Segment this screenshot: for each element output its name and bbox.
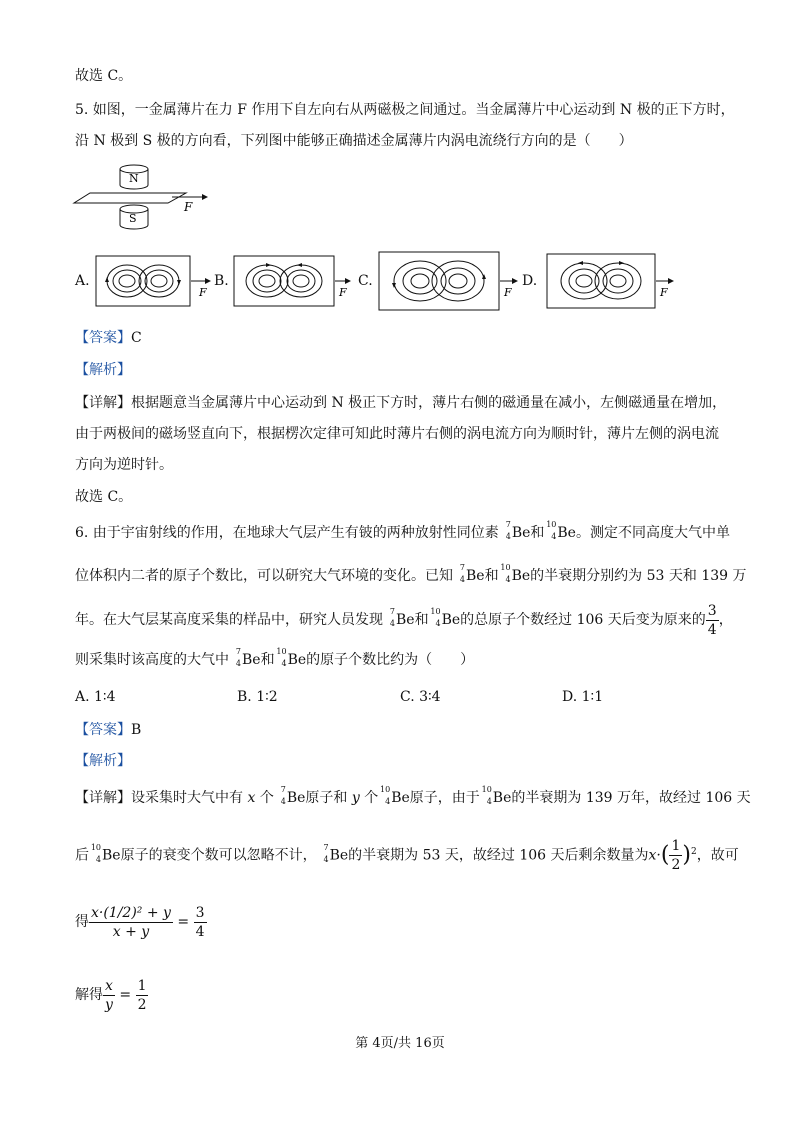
q5-magnet-figure [72,163,212,233]
q6-answer [75,720,141,740]
q5-conclusion: 故选 C。 [75,489,133,505]
q6-option-c: C. 3∶4 [400,689,441,705]
q5-option-b-label: B. [214,273,229,289]
q5-detail-line3: 方向为逆时针。 [75,457,173,473]
q5-analysis-tag: 【解析】 [75,362,131,378]
answer-tag: 【答案】 [75,722,131,738]
be10-isotope: 10 4 [500,563,511,584]
fraction-three-quarters: $\frac{3}{4}$ [707,602,717,638]
q5-option-c-diagram [378,250,520,314]
be10-isotope: 10 4 [430,607,441,628]
q5-stem-line1: 5. 如图，一金属薄片在力 F 作用下自左向右从两磁极之间通过。当金属薄片中心运动到 N 极的正下方时， [75,102,735,118]
option-c-force: F [504,286,512,299]
be10-isotope: 10 4 [546,520,557,541]
be7-isotope: 7 4 [505,520,511,541]
q6-equation-2: 解得 $\frac{x}{y}$ = $\frac{1}{2}$ [75,977,147,1013]
be7-isotope: 7 4 [389,607,395,628]
q6-stem-line1: 6. 由于宇宙射线的作用，在地球大气层产生有铍的两种放射性同位素 7 4 Be和 10 4 Be。测定不同高度大气中单 [75,520,730,541]
q5-stem-line2: 沿 N 极到 S 极的方向看，下列图中能够正确描述金属薄片内涡电流绕行方向的是（ ） [75,133,633,149]
answer-value: C [131,330,142,346]
q5-answer [75,328,142,348]
q6-stem-line2: 位体积内二者的原子个数比，可以研究大气环境的变化。已知 7 4 Be和 10 4 Be的半衰期分别约为 53 天和 139 万 [75,563,747,584]
q5-option-b-diagram [233,254,353,310]
q5-detail-line1 [75,393,726,413]
q5-option-a-label: A. [75,273,90,289]
q6-option-b: B. 1∶2 [237,689,278,705]
q6-option-a: A. 1∶4 [75,689,116,705]
detail-text: 根据题意当金属薄片中心运动到 N 极正下方时，薄片右侧的磁通量在减小，左侧磁通量在增加， [131,395,727,411]
q6-stem-line3: 年。在大气层某高度采集的样品中，研究人员发现 7 4 Be和 10 4 Be的总原子个数经过 106 天后变为原来的 $\frac{3}{4}$ ， [75,602,733,638]
q5-detail-line2: 由于两极间的磁场竖直向下，根据楞次定律可知此时薄片右侧的涡电流方向为顺时针，薄片左侧的涡电流 [75,426,719,442]
s-pole-label: S [129,212,137,225]
detail-tag: 【详解】 [75,395,131,411]
be7-isotope: 7 4 [235,647,241,668]
q6-detail-line2: 后 10 4 Be原子的衰变个数可以忽略不计， 7 4 Be的半衰期为 53 天，故经过 106 天后剩余数量为x·( $\frac{1}{2}$ )$^2$，故可 [75,838,739,874]
be10-isotope: 10 4 [276,647,287,668]
be7-isotope: 7 4 [459,563,465,584]
prev-conclusion: 故选 C。 [75,68,133,84]
n-pole-label: N [129,172,139,185]
q5-option-d-diagram [546,252,678,312]
option-b-force: F [339,286,347,299]
answer-tag: 【答案】 [75,330,131,346]
q5-option-a-diagram [95,254,213,310]
q6-analysis-tag: 【解析】 [75,753,131,769]
q6-option-d: D. 1∶1 [562,689,604,705]
figure-force-label: F [184,200,193,214]
q6-equation-1: 得 $\frac{\text{x·(1/2)² + y}}{x + y}$ = $\frac{3}{4}$ [75,904,205,940]
option-d-force: F [660,286,668,299]
q5-option-d-label: D. [522,273,538,289]
page-footer: 第 4页/共 16页 [355,1036,445,1051]
equation-fraction: $\frac{\text{x·(1/2)² + y}}{x + y}$ [91,904,171,940]
answer-value: B [131,722,142,738]
q6-stem-line4: 则采集时该高度的大气中 7 4 Be和 10 4 Be的原子个数比约为（ ） [75,647,475,668]
option-a-force: F [199,286,207,299]
q6-detail-line1: 【详解】设采集时大气中有 x 个 7 4 Be原子和 y 个 10 4 Be原子，由于 10 4 Be的半衰期为 139 万年，故经过 106 天 [75,785,751,806]
q5-option-c-label: C. [358,273,373,289]
